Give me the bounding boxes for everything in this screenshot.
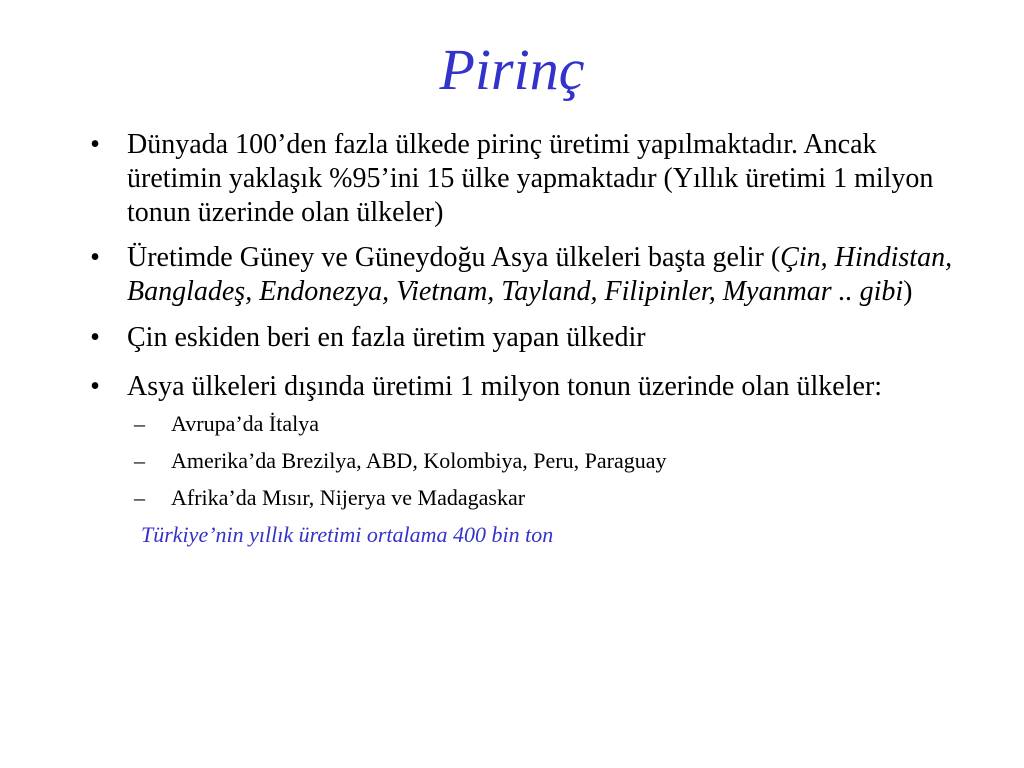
- slide-body: [84, 128, 954, 548]
- production-note: Türkiye’nin yıllık üretimi ortalama 400 bin ton: [141, 522, 554, 547]
- bullet-item: [84, 367, 954, 407]
- bullet-marker: •: [90, 242, 100, 273]
- sub-marker: –: [134, 411, 145, 436]
- sub-item: [84, 485, 954, 511]
- bullet-text-close: ): [903, 276, 913, 307]
- sub-marker: –: [134, 448, 145, 473]
- country-list: Çin, Hindistan, Bangladeş, Endonezya, Vietnam, Tayland, Filipinler, Myanmar .. gibi: [127, 242, 953, 307]
- sub-item: [84, 448, 954, 474]
- sub-item-text: Afrika’da Mısır, Nijerya ve Madagaskar: [171, 485, 526, 510]
- sub-item: [84, 411, 954, 437]
- bullet-marker: •: [90, 129, 100, 160]
- slide-title: Pirinç: [439, 37, 585, 102]
- bullet-marker: •: [90, 371, 100, 402]
- bullet-text: Çin eskiden beri en fazla üretim yapan ülkedir: [127, 322, 646, 353]
- bullet-item: [84, 241, 954, 309]
- bullet-item: [84, 128, 954, 230]
- sub-item-text: Avrupa’da İtalya: [171, 411, 320, 436]
- bullet-text: Dünyada 100’den fazla ülkede pirinç üretimi yapılmaktadır. Ancak üretimin yaklaşık %95’ini 15 ülke yapmaktadır (Yıllık üretimi 1 milyon tonun üzerinde olan ülkeler): [127, 129, 934, 228]
- bullet-item: [84, 321, 954, 355]
- bullet-text: Asya ülkeleri dışında üretimi 1 milyon tonun üzerinde olan ülkeler:: [127, 371, 883, 402]
- bullet-marker: •: [90, 322, 100, 353]
- sub-item-text: Amerika’da Brezilya, ABD, Kolombiya, Peru, Paraguay: [171, 448, 667, 473]
- sub-marker: –: [134, 485, 145, 510]
- bullet-text: Üretimde Güney ve Güneydoğu Asya ülkeleri başta gelir (: [127, 242, 781, 273]
